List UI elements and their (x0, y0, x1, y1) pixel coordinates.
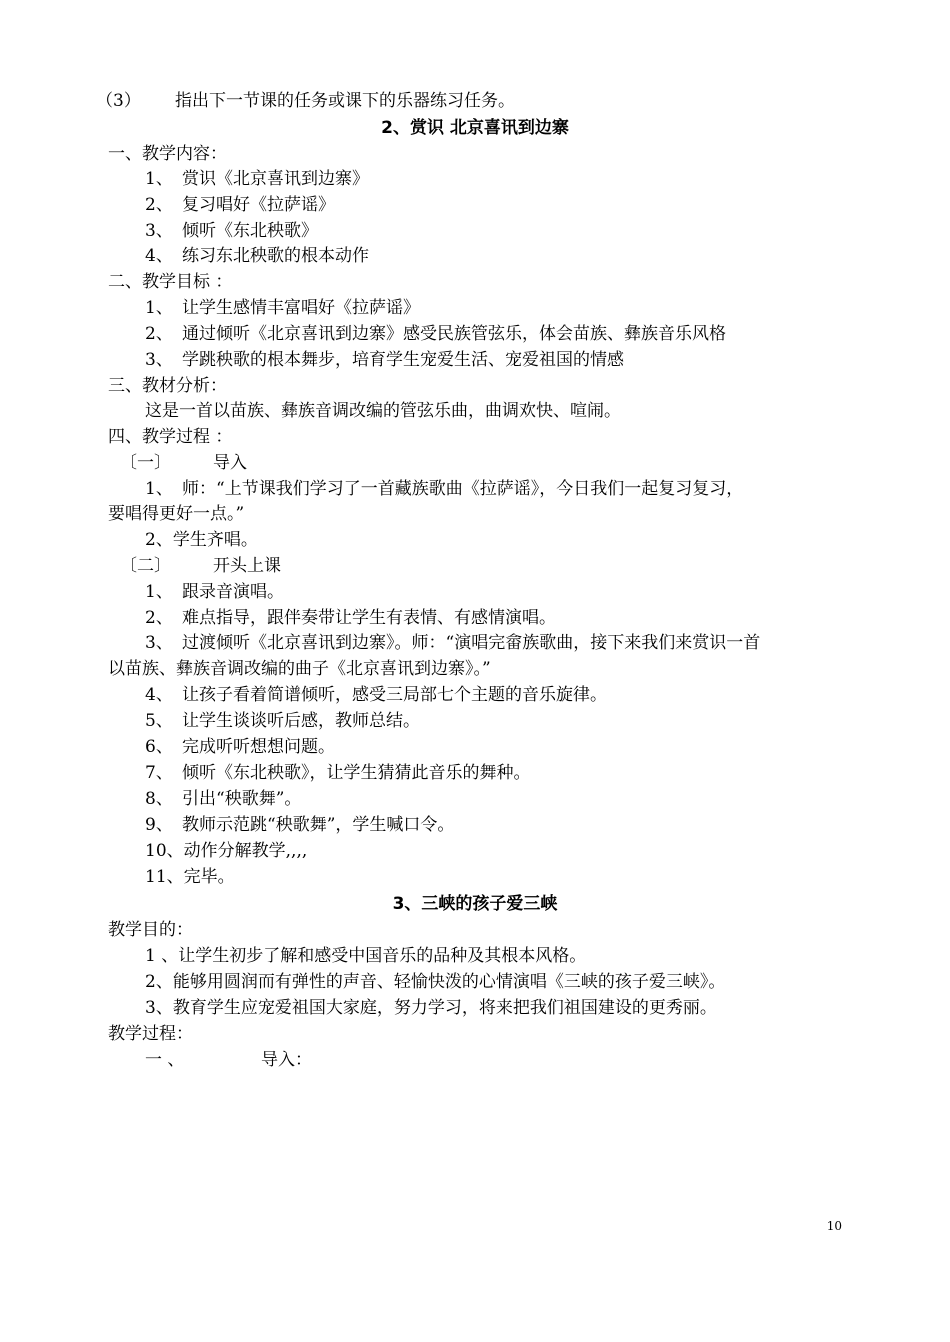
heading: 二、教学目标 ： (108, 272, 233, 292)
heading: 四、教学过程 ： (108, 427, 233, 447)
list-item (145, 581, 284, 603)
item-number: 2、 (145, 608, 173, 628)
item-number: 3、 (145, 350, 173, 370)
item-number: 3、 (145, 633, 173, 653)
item-text: 过渡倾听《北京喜讯到边寨》。师：“演唱完畲族歌曲，接下来我们来赏识一首 (182, 633, 761, 653)
list-item (145, 478, 744, 500)
list-item (145, 788, 302, 810)
item-number: 1、 (145, 169, 173, 189)
item-number: 1、 (145, 582, 173, 602)
item-text: 练习东北秧歌的根本动作 (182, 246, 369, 266)
item-number: 1、 (145, 298, 173, 318)
item-number: 〔一〕 (120, 453, 171, 473)
list-item (145, 323, 726, 345)
item-number: （3） (96, 91, 141, 111)
list-item: 1 、让学生初步了解和感受中国音乐的品种及其根本风格。 (145, 946, 587, 966)
heading: 教学目的： (108, 920, 193, 940)
item-number: 〔二〕 (120, 556, 171, 576)
list-item (145, 814, 455, 836)
item-text: 导入： (261, 1050, 312, 1070)
item-text: 让孩子看着简谱倾听，感受三局部七个主题的音乐旋律。 (182, 685, 607, 705)
item-number: 8、 (145, 789, 173, 809)
list-item (145, 1049, 312, 1071)
item-number: 7、 (145, 763, 173, 783)
item-text: 教师示范跳“秧歌舞”，学生喊口令。 (182, 815, 455, 835)
text-line: 以苗族、彝族音调改编的曲子《北京喜讯到边寨》。” (108, 659, 491, 679)
heading: 一、教学内容： (108, 144, 227, 164)
section-title: 3、三峡的孩子爱三峡 (392, 894, 558, 914)
item-text: 倾听《东北秧歌》，让学生猜猜此音乐的舞种。 (182, 763, 531, 783)
item-number: 3、 (145, 221, 173, 241)
list-item (145, 245, 369, 267)
item-text: 让学生感情丰富唱好《拉萨谣》 (182, 298, 420, 318)
item-text: 导入 (213, 453, 247, 473)
item-number: 5、 (145, 711, 173, 731)
item-text: 引出“秧歌舞”。 (182, 789, 302, 809)
list-item (145, 632, 761, 654)
item-number: 4、 (145, 685, 173, 705)
section-title: 2、赏识 北京喜讯到边寨 (381, 118, 569, 138)
item-text: 指出下一节课的任务或课下的乐器练习任务。 (175, 91, 515, 111)
list-item (145, 297, 420, 319)
item-number: 6、 (145, 737, 173, 757)
item-text: 通过倾听《北京喜讯到边寨》感受民族管弦乐，体会苗族、彝族音乐风格 (182, 324, 726, 344)
item-text: 复习唱好《拉萨谣》 (182, 195, 335, 215)
heading: 教学过程： (108, 1024, 193, 1044)
item-text: 难点指导，跟伴奏带让学生有表情、有感情演唱。 (182, 608, 556, 628)
item-text: 师：“上节课我们学习了一首藏族歌曲《拉萨谣》，今日我们一起复习复习， (182, 479, 744, 499)
text-line (96, 90, 515, 112)
list-item: 11、完毕。 (145, 867, 235, 887)
list-item: 10、动作分解教学,,,, (145, 841, 308, 861)
list-item: 2、学生齐唱。 (145, 530, 258, 550)
list-item (145, 194, 335, 216)
list-item: 2、能够用圆润而有弹性的声音、轻愉快泼的心情演唱《三峡的孩子爱三峡》。 (145, 972, 726, 992)
paragraph: 这是一首以苗族、彝族音调改编的管弦乐曲，曲调欢快、喧闹。 (145, 401, 621, 421)
item-text: 跟录音演唱。 (182, 582, 284, 602)
item-number: 2、 (145, 195, 173, 215)
list-item (145, 607, 556, 629)
subheading (120, 555, 281, 577)
list-item (145, 684, 607, 706)
item-number: 4、 (145, 246, 173, 266)
item-number: 一 、 (145, 1050, 185, 1070)
item-text: 倾听《东北秧歌》 (182, 221, 318, 241)
text-line: 要唱得更好一点。” (108, 504, 245, 524)
list-item: 3、教育学生应宠爱祖国大家庭，努力学习，将来把我们祖国建设的更秀丽。 (145, 998, 717, 1018)
list-item (145, 736, 335, 758)
list-item (145, 168, 369, 190)
list-item (145, 349, 624, 371)
item-number: 9、 (145, 815, 173, 835)
item-text: 赏识《北京喜讯到边寨》 (182, 169, 369, 189)
item-text: 让学生谈谈听后感，教师总结。 (182, 711, 420, 731)
item-text: 开头上课 (213, 556, 281, 576)
page-number: 10 (826, 1219, 842, 1233)
list-item (145, 220, 318, 242)
list-item (145, 710, 420, 732)
item-text: 完成听听想想问题。 (182, 737, 335, 757)
heading: 三、教材分析： (108, 376, 227, 396)
item-number: 1、 (145, 479, 173, 499)
list-item (145, 762, 531, 784)
subheading (120, 452, 247, 474)
item-number: 2、 (145, 324, 173, 344)
item-text: 学跳秧歌的根本舞步，培育学生宠爱生活、宠爱祖国的情感 (182, 350, 624, 370)
